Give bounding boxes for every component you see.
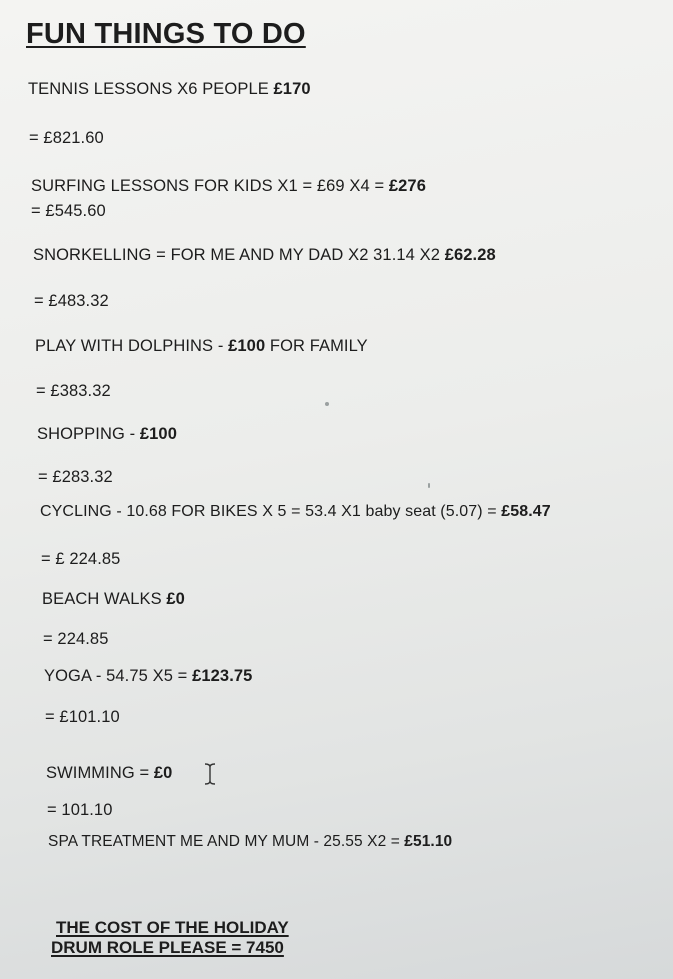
list-item: BEACH WALKS £0 — [42, 590, 185, 608]
list-item: SNORKELLING = FOR ME AND MY DAD X2 31.14 X2 £62.28 — [33, 246, 496, 264]
footer-total: DRUM ROLE PLEASE = 7450 — [51, 938, 284, 957]
list-item: PLAY WITH DOLPHINS - £100 FOR FAMILY — [35, 337, 368, 355]
dust-speck — [325, 402, 329, 406]
list-item: YOGA - 54.75 X5 = £123.75 — [44, 667, 253, 685]
list-item: = £ 224.85 — [41, 550, 121, 568]
list-item: SWIMMING = £0 — [46, 764, 173, 782]
list-item: = £101.10 — [45, 708, 120, 726]
list-item: = £383.32 — [36, 382, 111, 400]
list-item: CYCLING - 10.68 FOR BIKES X 5 = 53.4 X1 baby seat (5.07) = £58.47 — [40, 503, 551, 520]
list-item: TENNIS LESSONS X6 PEOPLE £170 — [28, 80, 311, 98]
dust-speck — [428, 483, 430, 488]
list-item: = £821.60 — [29, 129, 104, 147]
list-item: = 101.10 — [47, 801, 113, 819]
list-item: SPA TREATMENT ME AND MY MUM - 25.55 X2 = £51.10 — [48, 833, 453, 850]
footer-cost-heading: THE COST OF THE HOLIDAY — [56, 918, 289, 937]
list-item: SURFING LESSONS FOR KIDS X1 = £69 X4 = £276 — [31, 177, 426, 195]
list-item: = 224.85 — [43, 630, 109, 648]
text-cursor-icon — [203, 762, 217, 786]
page-title: FUN THINGS TO DO — [26, 18, 306, 50]
list-item: = £483.32 — [34, 292, 109, 310]
list-item: SHOPPING - £100 — [37, 425, 177, 443]
list-item: = £283.32 — [38, 468, 113, 486]
list-item: = £545.60 — [31, 202, 106, 220]
